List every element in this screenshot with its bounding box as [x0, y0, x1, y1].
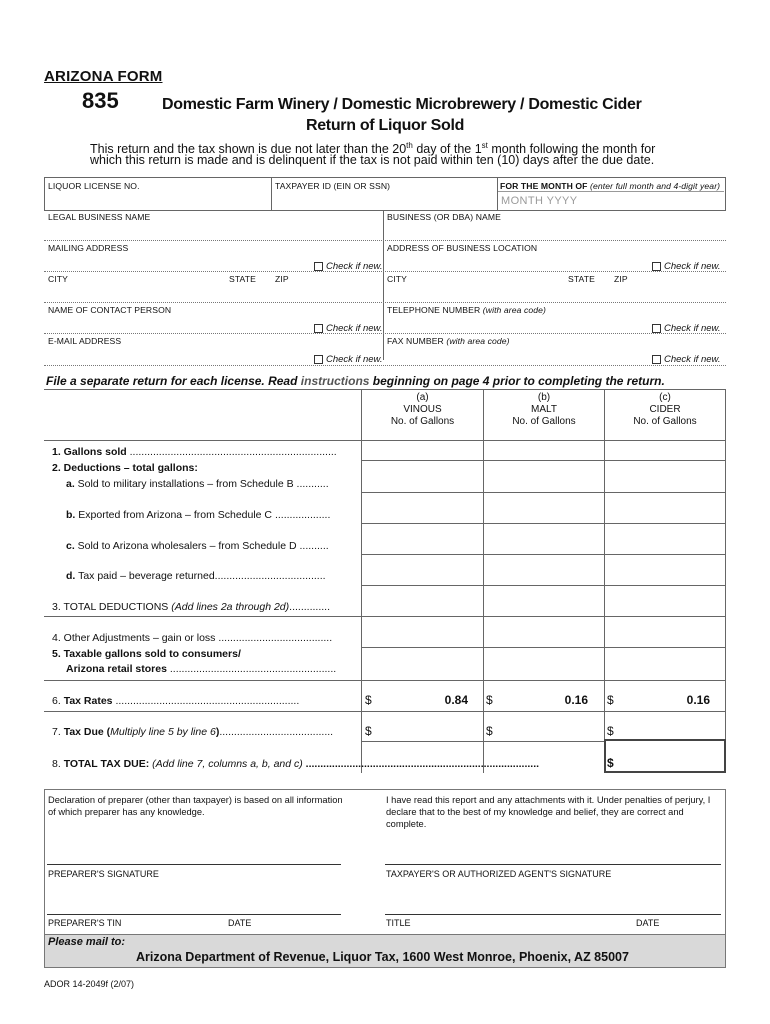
contact-person-label: NAME OF CONTACT PERSON [48, 305, 172, 315]
line-7-tax-due: 7. Tax Due (Multiply line 5 by line 6)....................................... [52, 726, 334, 738]
due-notice-line1: This return and the tax shown is due not later than the 20th day of the 1st month following the month for [90, 141, 656, 157]
dollar-sign: $ [365, 724, 372, 738]
checkbox[interactable] [652, 355, 661, 364]
zip-label: ZIP [275, 274, 289, 284]
checkbox[interactable] [652, 324, 661, 333]
check-new-contact[interactable]: Check if new. [314, 323, 383, 334]
column-header-cider: (c) CIDER No. of Gallons [633, 392, 697, 427]
mailing-address-label: MAILING ADDRESS [48, 243, 129, 253]
form-id: ADOR 14-2049f (2/07) [44, 979, 135, 989]
state-label: STATE [229, 274, 256, 284]
line-4-adjustments: 4. Other Adjustments – gain or loss ....................................... [52, 632, 333, 644]
line-2d-returned: d. Tax paid – beverage returned...................................... [66, 570, 326, 582]
email-label: E-MAIL ADDRESS [48, 336, 122, 346]
telephone-label: TELEPHONE NUMBER (with area code) [387, 305, 547, 315]
preparer-signature-label: PREPARER'S SIGNATURE [48, 869, 159, 879]
form-title: Domestic Farm Winery / Domestic Microbrewery / Domestic Cider [162, 96, 642, 113]
taxpayer-signature-label: TAXPAYER'S OR AUTHORIZED AGENT'S SIGNATURE [386, 869, 612, 879]
line-2b-exported: b. Exported from Arizona – from Schedule C ................... [66, 509, 331, 521]
line-3-total-deductions: 3. TOTAL DEDUCTIONS (Add lines 2a through 2d).............. [52, 601, 330, 613]
preparer-date-label: DATE [228, 918, 252, 928]
month-of-label: FOR THE MONTH OF (enter full month and 4-digit year) [500, 181, 721, 191]
preparer-tin-label: PREPARER'S TIN [48, 918, 122, 928]
dollar-sign-total: $ [607, 756, 614, 770]
line-5-retail-stores: Arizona retail stores ......................................................... [66, 663, 337, 675]
title-label: TITLE [386, 918, 411, 928]
city-label: CITY [48, 274, 68, 284]
fax-label: FAX NUMBER (with area code) [387, 336, 510, 346]
taxpayer-date-label: DATE [636, 918, 660, 928]
rate-malt: 0.16 [564, 693, 588, 707]
check-new-email[interactable]: Check if new. [314, 354, 383, 365]
mail-address: Arizona Department of Revenue, Liquor Tax, 1600 West Monroe, Phoenix, AZ 85007 [136, 950, 629, 964]
check-new-telephone[interactable]: Check if new. [652, 323, 721, 334]
total-tax-box[interactable] [604, 739, 726, 773]
separate-return-notice: File a separate return for each license. Read instructions beginning on page 4 prior to completing the return. [46, 374, 665, 388]
line-2c-wholesalers: c. Sold to Arizona wholesalers – from Schedule D .......... [66, 540, 329, 552]
check-new-mailing[interactable]: Check if new. [314, 261, 383, 272]
instructions-link[interactable]: instructions [300, 374, 370, 388]
check-new-location[interactable]: Check if new. [652, 261, 721, 272]
legal-business-name-label: LEGAL BUSINESS NAME [48, 212, 151, 222]
taxpayer-id-label: TAXPAYER ID (EIN OR SSN) [275, 181, 391, 191]
line-8-total-tax-due: 8. TOTAL TAX DUE: (Add line 7, columns a, b, and c) ................................................................................ [52, 758, 540, 770]
column-header-malt: (b) MALT No. of Gallons [512, 392, 576, 427]
dollar-sign: $ [486, 693, 493, 707]
checkbox[interactable] [314, 324, 323, 333]
city-label-2: CITY [387, 274, 407, 284]
dollar-sign: $ [365, 693, 372, 707]
due-notice-line2: which this return is made and is delinquent if the tax is not paid within ten (10) days after the due date. [90, 153, 655, 167]
form-label: ARIZONA FORM [44, 68, 163, 85]
rate-vinous: 0.84 [444, 693, 468, 707]
rate-cider: 0.16 [686, 693, 710, 707]
month-placeholder: MONTH YYYY [501, 195, 578, 207]
form-number: 835 [82, 88, 119, 113]
dba-name-label: BUSINESS (OR DBA) NAME [387, 212, 501, 222]
check-new-fax[interactable]: Check if new. [652, 354, 721, 365]
liquor-license-label: LIQUOR LICENSE NO. [48, 181, 140, 191]
checkbox[interactable] [314, 355, 323, 364]
line-1-gallons-sold: 1. Gallons sold ....................................................................... [52, 446, 337, 458]
preparer-declaration: Declaration of preparer (other than taxpayer) is based on all information of which preparer has any knowledge. [48, 795, 343, 817]
line-5-taxable-gallons: 5. Taxable gallons sold to consumers/ [52, 648, 241, 660]
dollar-sign: $ [607, 724, 614, 738]
state-label-2: STATE [568, 274, 595, 284]
mail-to-label: Please mail to: [48, 936, 126, 948]
month-input[interactable] [498, 191, 724, 210]
dollar-sign: $ [486, 724, 493, 738]
line-6-tax-rates: 6. Tax Rates ............................................................... [52, 695, 300, 707]
form-subtitle: Return of Liquor Sold [305, 117, 465, 134]
column-header-vinous: (a) VINOUS No. of Gallons [390, 392, 455, 427]
business-location-label: ADDRESS OF BUSINESS LOCATION [387, 243, 538, 253]
line-2a-military: a. Sold to military installations – from Schedule B ........... [66, 478, 329, 490]
checkbox[interactable] [314, 262, 323, 271]
checkbox[interactable] [652, 262, 661, 271]
taxpayer-declaration: I have read this report and any attachments with it. Under penalties of perjury, I declare that to the best of my knowledge and belief, they are correct and complete. [386, 795, 711, 829]
dollar-sign: $ [607, 693, 614, 707]
line-2-deductions: 2. Deductions – total gallons: [52, 462, 198, 474]
zip-label-2: ZIP [614, 274, 628, 284]
